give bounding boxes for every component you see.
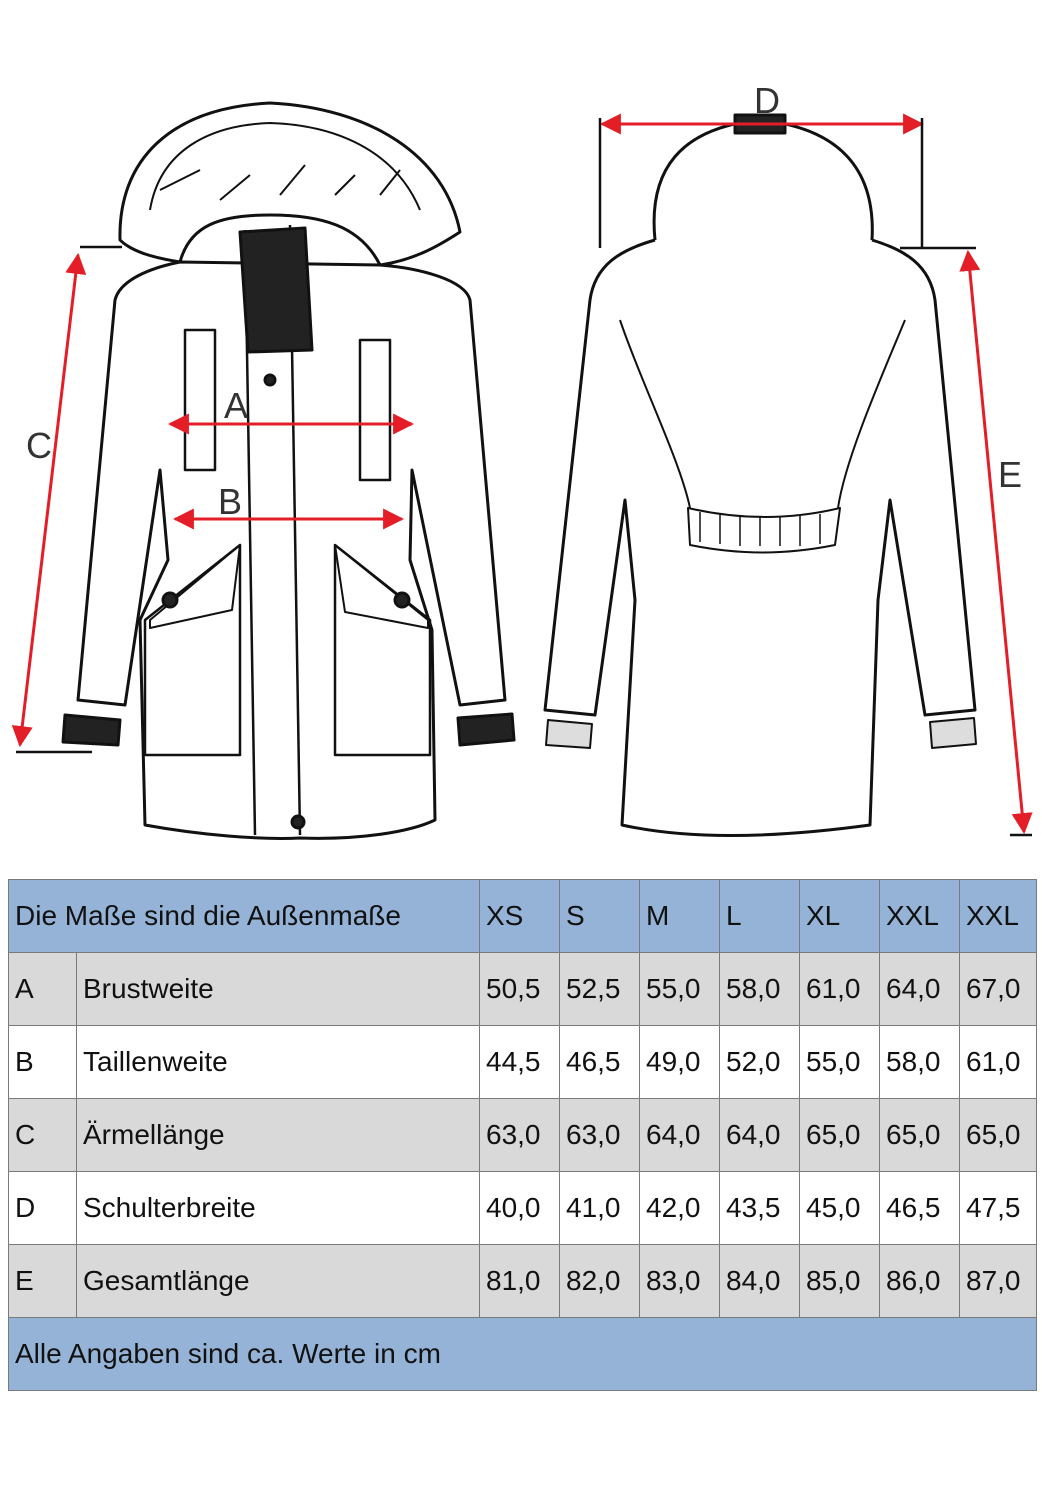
table-header-row — [9, 880, 1037, 953]
size-table — [8, 879, 1037, 1391]
row-value: 58,0 — [720, 953, 800, 1026]
row-label: Brustweite — [77, 953, 480, 1026]
row-key: A — [9, 953, 77, 1026]
row-value: 55,0 — [640, 953, 720, 1026]
table-row — [9, 1026, 1037, 1099]
row-value: 55,0 — [800, 1026, 880, 1099]
header-label: Die Maße sind die Außenmaße — [9, 880, 480, 953]
row-label: Gesamtlänge — [77, 1245, 480, 1318]
size-header: L — [720, 880, 800, 953]
row-value: 52,0 — [720, 1026, 800, 1099]
jacket-back-drawing — [545, 115, 976, 836]
row-value: 85,0 — [800, 1245, 880, 1318]
jacket-front-drawing — [63, 103, 514, 838]
label-c: C — [26, 425, 52, 466]
row-value: 46,5 — [560, 1026, 640, 1099]
row-value: 40,0 — [480, 1172, 560, 1245]
row-key: C — [9, 1099, 77, 1172]
row-key: B — [9, 1026, 77, 1099]
row-value: 45,0 — [800, 1172, 880, 1245]
row-value: 64,0 — [720, 1099, 800, 1172]
table-footer-row — [9, 1318, 1037, 1391]
row-value: 63,0 — [480, 1099, 560, 1172]
table-row — [9, 1099, 1037, 1172]
row-value: 65,0 — [800, 1099, 880, 1172]
row-value: 84,0 — [720, 1245, 800, 1318]
row-label: Schulterbreite — [77, 1172, 480, 1245]
row-label: Ärmellänge — [77, 1099, 480, 1172]
size-header: XXL — [960, 880, 1037, 953]
row-value: 43,5 — [720, 1172, 800, 1245]
table-row — [9, 1245, 1037, 1318]
label-d: D — [754, 80, 780, 121]
row-value: 65,0 — [880, 1099, 960, 1172]
row-value: 65,0 — [960, 1099, 1037, 1172]
size-header: XXL — [880, 880, 960, 953]
size-header: M — [640, 880, 720, 953]
row-value: 81,0 — [480, 1245, 560, 1318]
table-row — [9, 953, 1037, 1026]
row-label: Taillenweite — [77, 1026, 480, 1099]
size-header: XS — [480, 880, 560, 953]
row-value: 42,0 — [640, 1172, 720, 1245]
footer-note: Alle Angaben sind ca. Werte in cm — [9, 1318, 1037, 1391]
row-value: 61,0 — [800, 953, 880, 1026]
row-key: D — [9, 1172, 77, 1245]
row-value: 52,5 — [560, 953, 640, 1026]
row-value: 83,0 — [640, 1245, 720, 1318]
row-value: 61,0 — [960, 1026, 1037, 1099]
row-value: 58,0 — [880, 1026, 960, 1099]
row-value: 46,5 — [880, 1172, 960, 1245]
label-e: E — [998, 454, 1023, 495]
row-value: 64,0 — [640, 1099, 720, 1172]
size-header: XL — [800, 880, 880, 953]
size-header: S — [560, 880, 640, 953]
row-value: 87,0 — [960, 1245, 1037, 1318]
row-key: E — [9, 1245, 77, 1318]
row-value: 67,0 — [960, 953, 1037, 1026]
row-value: 64,0 — [880, 953, 960, 1026]
row-value: 86,0 — [880, 1245, 960, 1318]
label-b: B — [218, 481, 243, 522]
row-value: 82,0 — [560, 1245, 640, 1318]
row-value: 50,5 — [480, 953, 560, 1026]
row-value: 49,0 — [640, 1026, 720, 1099]
table-row — [9, 1172, 1037, 1245]
row-value: 44,5 — [480, 1026, 560, 1099]
row-value: 41,0 — [560, 1172, 640, 1245]
label-a: A — [224, 385, 249, 426]
row-value: 63,0 — [560, 1099, 640, 1172]
row-value: 47,5 — [960, 1172, 1037, 1245]
